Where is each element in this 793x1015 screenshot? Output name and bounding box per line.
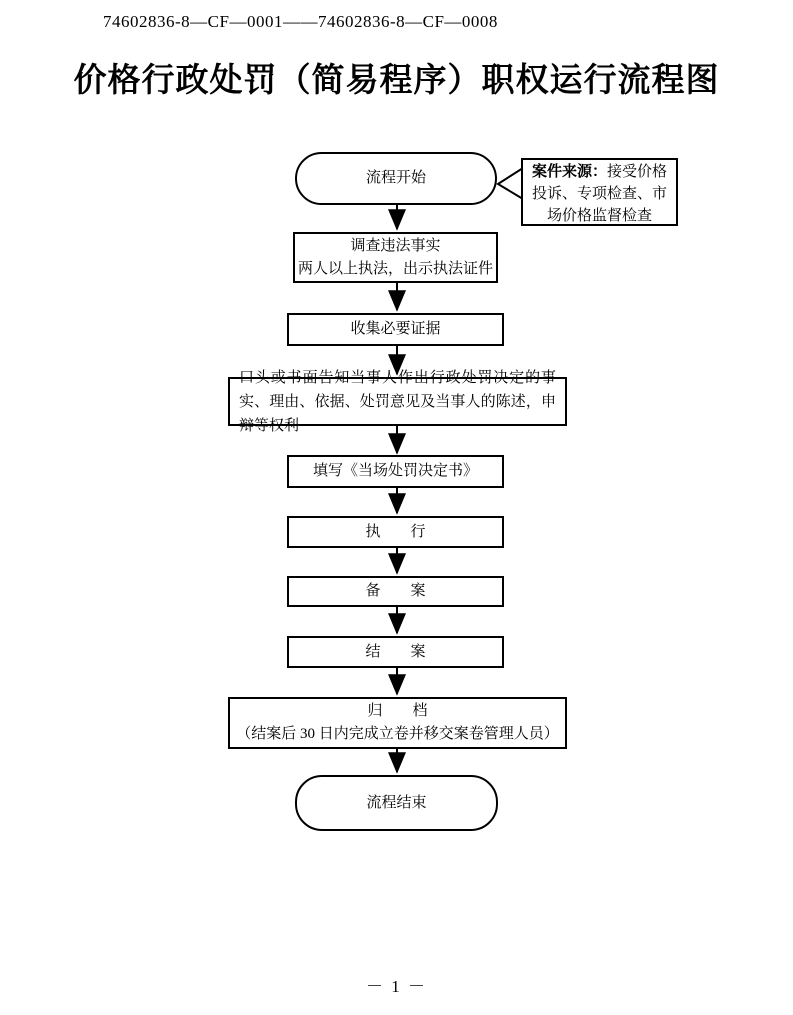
flow-step-execute xyxy=(287,516,504,548)
flow-start-terminator xyxy=(295,152,497,205)
flow-step-fill-decision-label: 填写《当场处罚决定书》 xyxy=(312,463,478,479)
flow-step-archive xyxy=(228,697,567,749)
flow-step-record xyxy=(287,576,504,607)
flow-step-execute-label: 执 行 xyxy=(365,523,426,540)
flow-end-terminator xyxy=(295,775,498,831)
document-code: 74602836-8—CF—0001——74602836-8—CF—0008 xyxy=(103,12,498,31)
flow-step-close-case-label: 结 案 xyxy=(365,643,426,660)
flow-step-notify-rights xyxy=(228,369,567,434)
flow-end-label: 流程结束 xyxy=(366,794,427,811)
flow-step-close-case xyxy=(287,636,504,668)
flow-step-archive-line2: （结案后 30 日内完成立卷并移交案卷管理人员） xyxy=(236,726,559,742)
flow-step-collect-evidence-label: 收集必要证据 xyxy=(350,321,441,337)
case-source-text: 接受价格投诉、专项检查、市场价格监督检查 xyxy=(531,164,668,224)
flow-step-investigate-line2: 两人以上执法，出示执法证件 xyxy=(297,260,493,277)
page-number: － 1 － xyxy=(366,977,427,996)
flow-step-collect-evidence xyxy=(287,313,504,346)
flow-start-label: 流程开始 xyxy=(365,170,426,186)
case-source-title: 案件来源： xyxy=(531,164,607,180)
flow-step-archive-line1: 归 档 xyxy=(367,703,428,719)
callout-pointer xyxy=(498,168,523,199)
page-title: 价格行政处罚（简易程序）职权运行流程图 xyxy=(73,61,720,98)
flow-step-investigate xyxy=(293,232,498,283)
flow-step-record-label: 备 案 xyxy=(365,583,426,599)
case-source-callout xyxy=(521,158,678,226)
flow-step-fill-decision xyxy=(287,455,504,488)
flow-step-notify-rights-label: 口头或书面告知当事人作出行政处罚决定的事实、理由、依据、处罚意见及当事人的陈述，申辩等权利 xyxy=(239,369,556,434)
flow-step-investigate-line1: 调查违法事实 xyxy=(350,237,441,254)
